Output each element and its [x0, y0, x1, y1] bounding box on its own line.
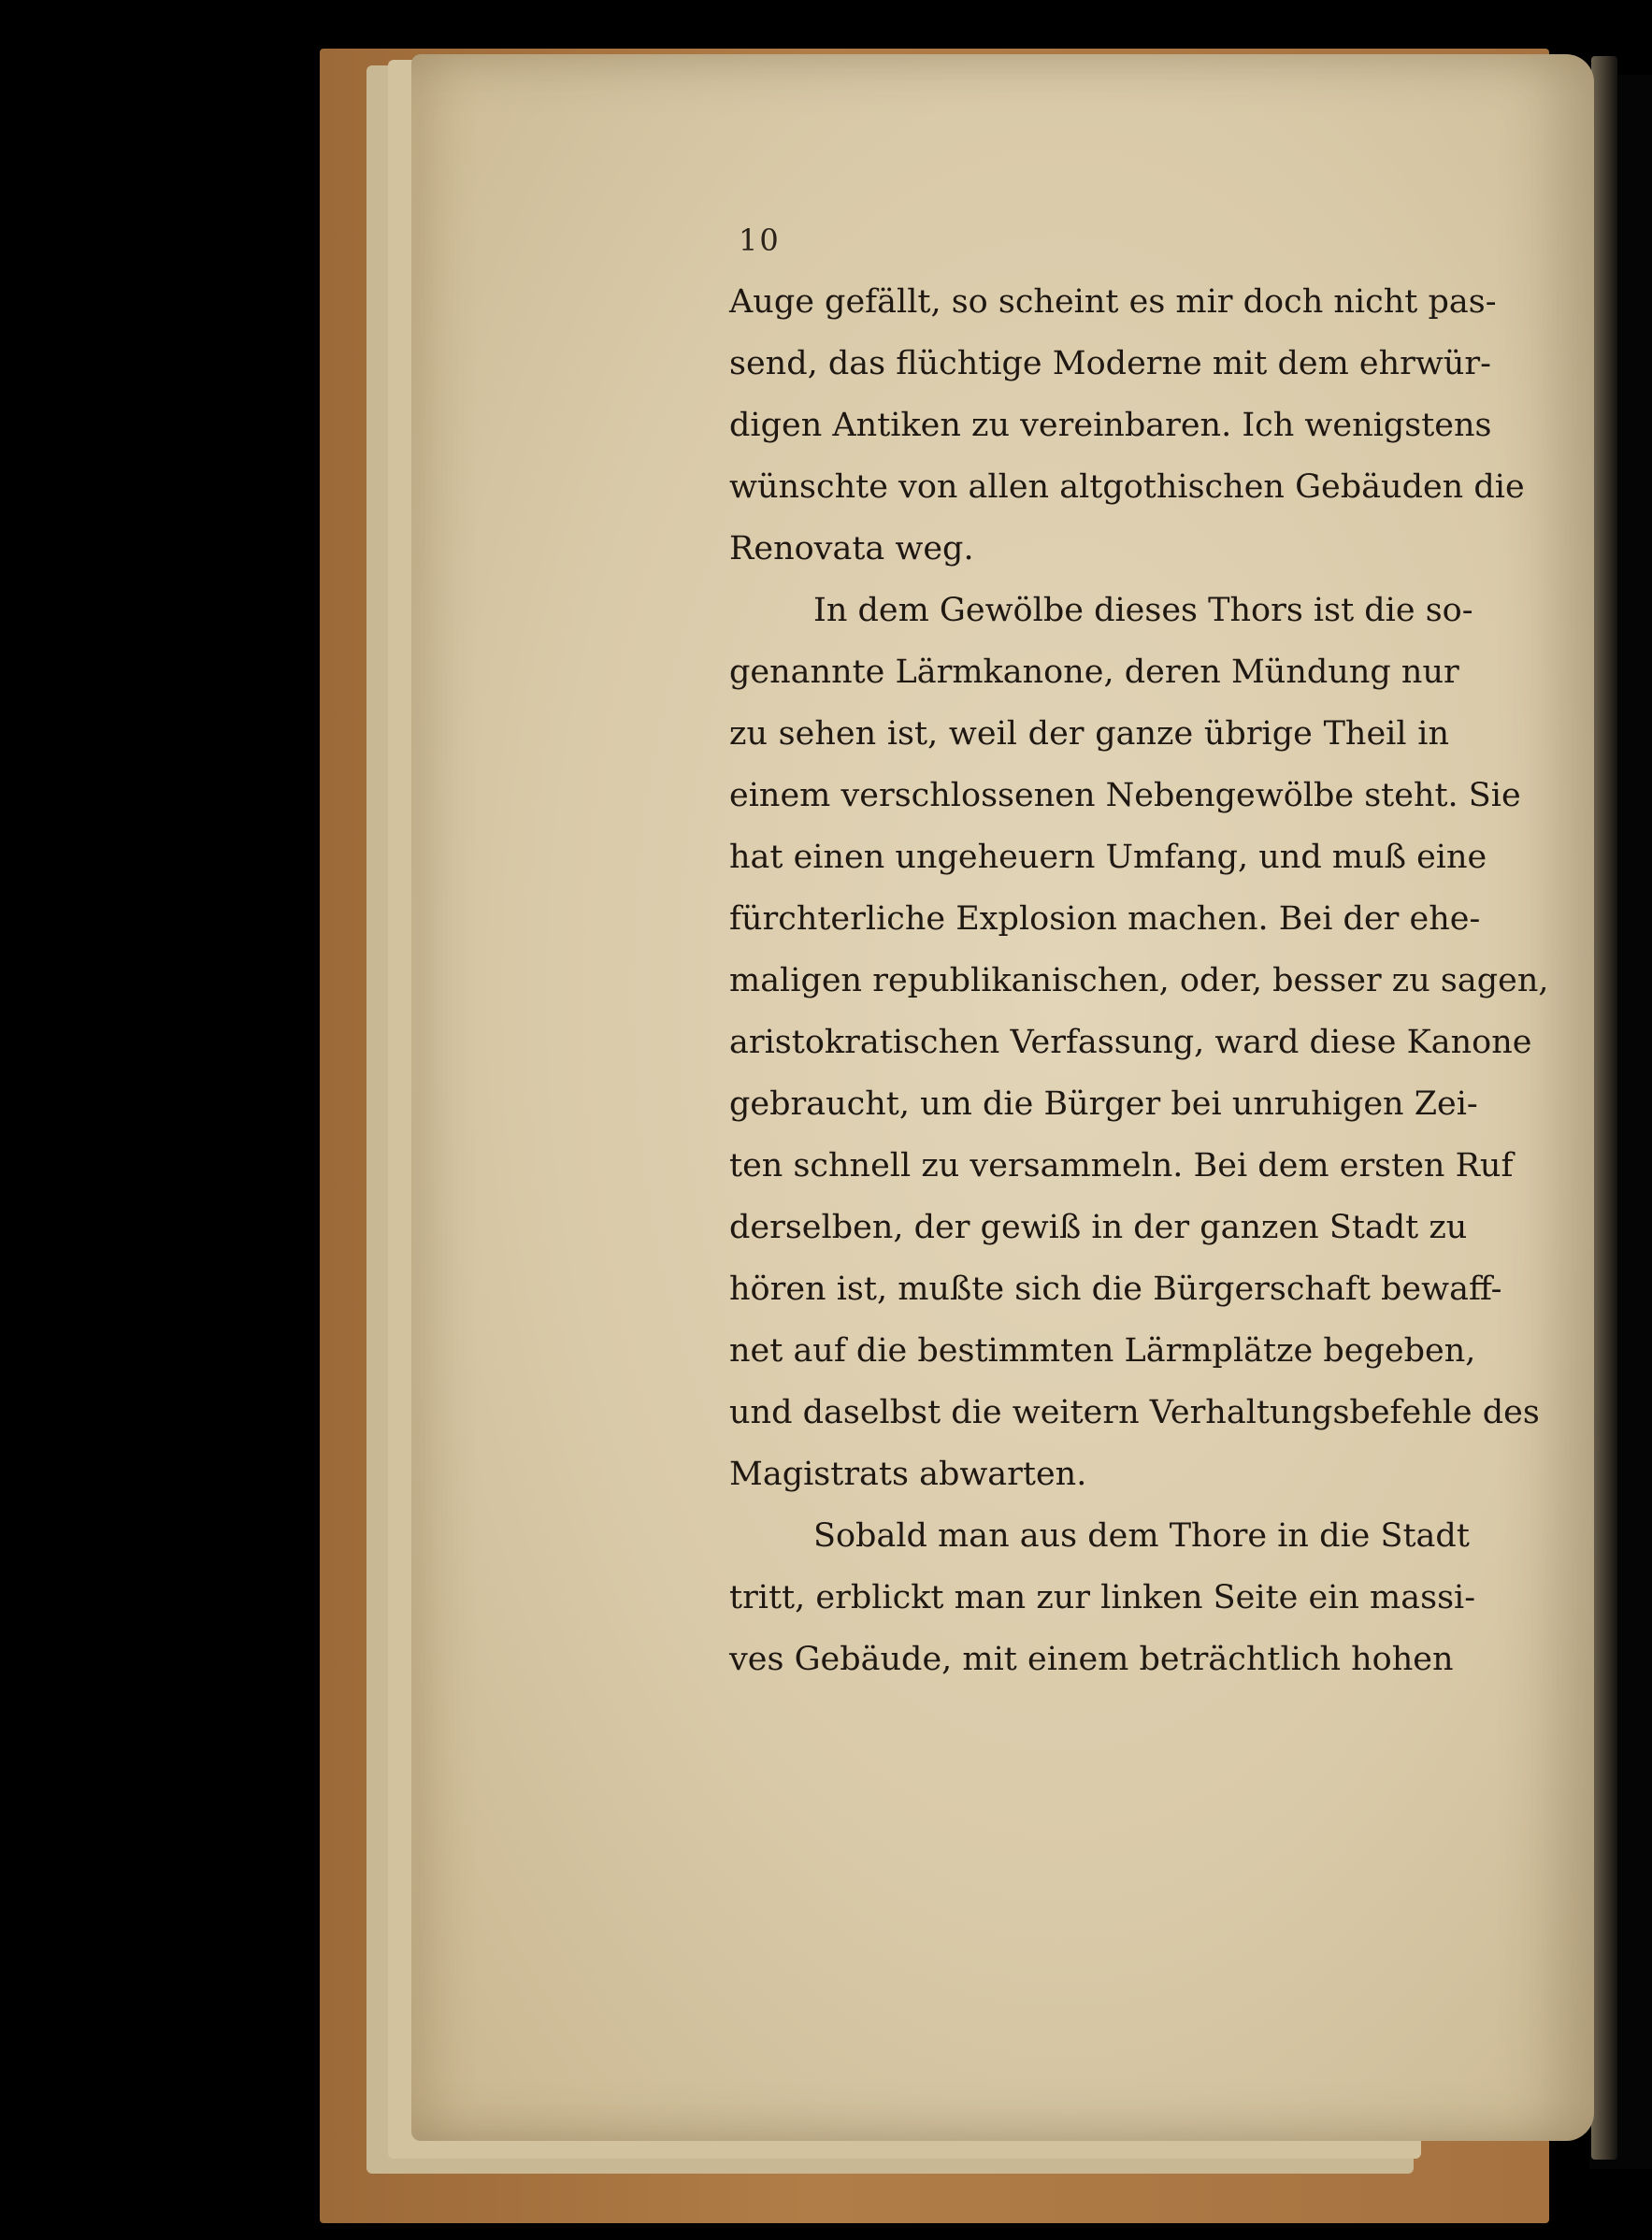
text-line: aristokratischen Verfassung, ward diese Kanone — [729, 1024, 1532, 1061]
text-line: zu sehen ist, weil der ganze übrige Theil in — [729, 715, 1449, 753]
page-number: 10 — [739, 223, 781, 258]
text-line: ves Gebäude, mit einem beträchtlich hohen — [729, 1641, 1454, 1678]
text-line: einem verschlossenen Nebengewölbe steht. Sie — [729, 777, 1521, 814]
text-line: Auge gefällt, so scheint es mir doch nicht pas- — [729, 283, 1497, 321]
text-line: net auf die bestimmten Lärmplätze begeben, — [729, 1332, 1476, 1370]
text-line: tritt, erblickt man zur linken Seite ein massi- — [729, 1579, 1476, 1616]
text-line: maligen republikanischen, oder, besser zu sagen, — [729, 962, 1549, 999]
text-line: ten schnell zu versammeln. Bei dem ersten Ruf — [729, 1147, 1514, 1185]
text-line: derselben, der gewiß in der ganzen Stadt zu — [729, 1209, 1468, 1246]
text-line: Renovata weg. — [729, 530, 974, 567]
paragraph-start-line: Sobald man aus dem Thore in die Stadt — [813, 1517, 1470, 1555]
book-spine-shadow — [1591, 56, 1617, 2160]
text-line: gebraucht, um die Bürger bei unruhigen Zei- — [729, 1085, 1478, 1123]
text-line: genannte Lärmkanone, deren Mündung nur — [729, 653, 1459, 691]
text-line: fürchterliche Explosion machen. Bei der ehe- — [729, 900, 1481, 938]
text-line: und daselbst die weitern Verhaltungsbefehle des — [729, 1394, 1540, 1431]
text-line: send, das flüchtige Moderne mit dem ehrwür- — [729, 345, 1491, 382]
body-text — [729, 271, 1549, 1690]
paragraph-start-line: In dem Gewölbe dieses Thors ist die so- — [813, 592, 1473, 629]
text-line: hat einen ungeheuern Umfang, und muß eine — [729, 839, 1487, 876]
text-line: wünschte von allen altgothischen Gebäuden die — [729, 468, 1525, 506]
book-page — [411, 54, 1594, 2141]
text-line: digen Antiken zu vereinbaren. Ich wenigstens — [729, 407, 1492, 444]
text-line: Magistrats abwarten. — [729, 1456, 1087, 1493]
text-line: hören ist, mußte sich die Bürgerschaft bewaff- — [729, 1271, 1502, 1308]
